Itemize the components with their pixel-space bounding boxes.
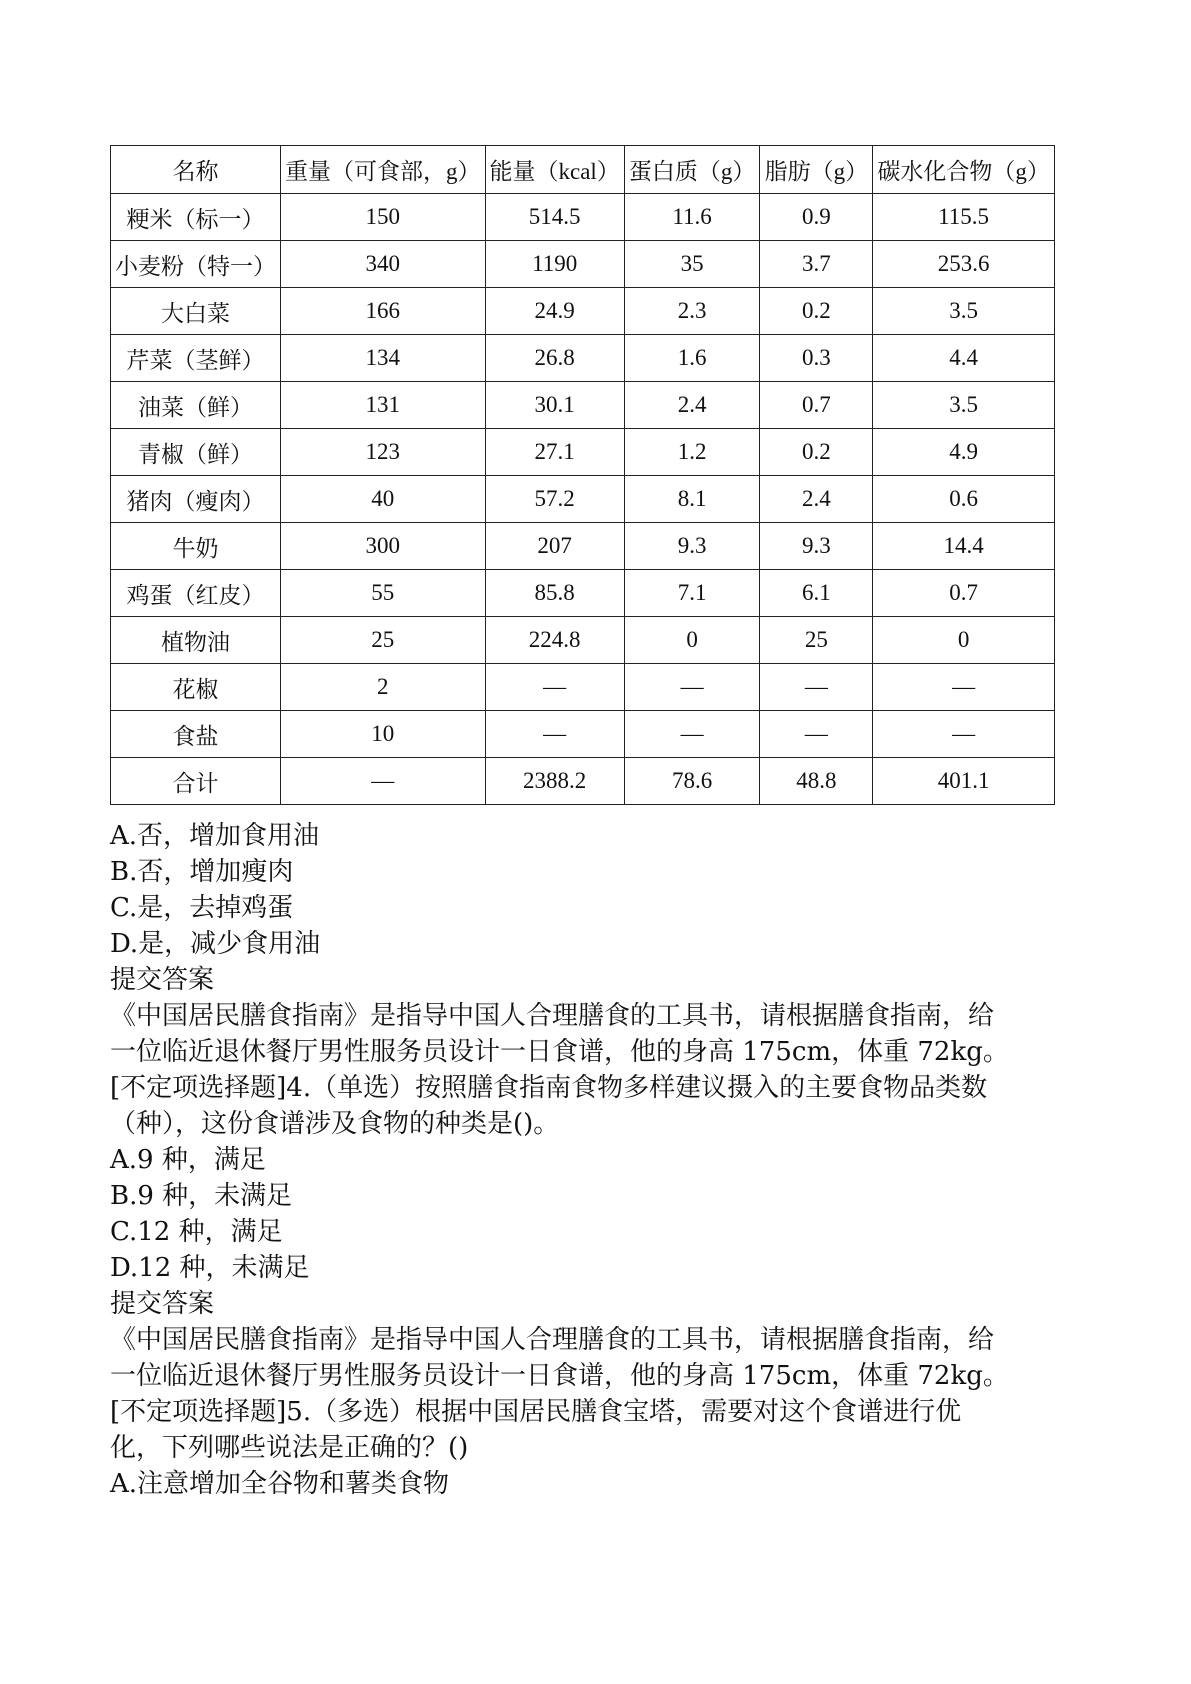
table-cell: 85.8	[485, 570, 624, 617]
table-cell: 25	[760, 617, 873, 664]
table-cell: 猪肉（瘦肉）	[111, 476, 281, 523]
table-cell: —	[624, 664, 760, 711]
table-cell: 4.4	[873, 335, 1055, 382]
table-cell: —	[485, 664, 624, 711]
question-stem: [不定项选择题]4.（单选）按照膳食指南食物多样建议摄入的主要食物品类数	[110, 1073, 988, 1103]
table-cell: 0.3	[760, 335, 873, 382]
question-stem: [不定项选择题]5.（多选）根据中国居民膳食宝塔，需要对这个食谱进行优	[110, 1397, 962, 1427]
table-cell: 150	[281, 194, 486, 241]
table-cell: 9.3	[760, 523, 873, 570]
table-cell: 0	[873, 617, 1055, 664]
intro-text: 《中国居民膳食指南》是指导中国人合理膳食的工具书，请根据膳食指南，给	[110, 1001, 995, 1031]
table-cell: 3.7	[760, 241, 873, 288]
table-cell: 514.5	[485, 194, 624, 241]
table-row	[111, 711, 1055, 758]
table-cell: 2	[281, 664, 486, 711]
table-cell: 134	[281, 335, 486, 382]
table-row	[111, 241, 1055, 288]
table-cell: 131	[281, 382, 486, 429]
table-row	[111, 335, 1055, 382]
submit-answer-link[interactable]: 提交答案	[110, 1289, 215, 1319]
table-row	[111, 429, 1055, 476]
table-cell: 1.2	[624, 429, 760, 476]
table-cell: 大白菜	[111, 288, 281, 335]
table-cell: 植物油	[111, 617, 281, 664]
table-cell: 401.1	[873, 758, 1055, 805]
intro-text: 一位临近退休餐厅男性服务员设计一日食谱，他的身高 175cm，体重 72kg。	[110, 1361, 1009, 1391]
table-cell: 0.6	[873, 476, 1055, 523]
intro-text: 《中国居民膳食指南》是指导中国人合理膳食的工具书，请根据膳食指南，给	[110, 1325, 995, 1355]
table-cell: —	[873, 711, 1055, 758]
table-cell: 55	[281, 570, 486, 617]
option-a[interactable]: A.注意增加全谷物和薯类食物	[110, 1469, 450, 1499]
table-cell: 鸡蛋（红皮）	[111, 570, 281, 617]
table-cell: 115.5	[873, 194, 1055, 241]
table-cell: 30.1	[485, 382, 624, 429]
table-cell: 57.2	[485, 476, 624, 523]
table-cell: 6.1	[760, 570, 873, 617]
table-cell: 40	[281, 476, 486, 523]
intro-text: 一位临近退休餐厅男性服务员设计一日食谱，他的身高 175cm，体重 72kg。	[110, 1037, 1009, 1067]
table-cell: 0.9	[760, 194, 873, 241]
table-cell: —	[760, 664, 873, 711]
table-cell: 2388.2	[485, 758, 624, 805]
table-cell: 青椒（鲜）	[111, 429, 281, 476]
table-header-cell: 蛋白质（g）	[624, 146, 760, 194]
table-header-cell: 脂肪（g）	[760, 146, 873, 194]
table-cell: 食盐	[111, 711, 281, 758]
table-cell: —	[281, 758, 486, 805]
table-cell: 10	[281, 711, 486, 758]
table-row	[111, 617, 1055, 664]
table-cell: 11.6	[624, 194, 760, 241]
option-b[interactable]: B.否，增加瘦肉	[110, 857, 294, 887]
table-cell: —	[873, 664, 1055, 711]
table-row	[111, 194, 1055, 241]
table-header-cell: 能量（kcal）	[485, 146, 624, 194]
table-cell: 1190	[485, 241, 624, 288]
table-total-row	[111, 758, 1055, 805]
option-a[interactable]: A.否，增加食用油	[110, 821, 320, 851]
table-cell: 4.9	[873, 429, 1055, 476]
table-cell: 小麦粉（特一）	[111, 241, 281, 288]
table-cell: 0.2	[760, 288, 873, 335]
table-cell: 花椒	[111, 664, 281, 711]
table-cell: 2.3	[624, 288, 760, 335]
table-header-cell: 重量（可食部，g）	[281, 146, 486, 194]
table-cell: —	[624, 711, 760, 758]
table-cell: 0.7	[760, 382, 873, 429]
table-row	[111, 664, 1055, 711]
submit-answer-link[interactable]: 提交答案	[110, 965, 215, 995]
table-cell: 8.1	[624, 476, 760, 523]
table-header-cell: 名称	[111, 146, 281, 194]
table-cell: —	[485, 711, 624, 758]
question-stem: 化，下列哪些说法是正确的？()	[110, 1433, 469, 1463]
option-d[interactable]: D.是，减少食用油	[110, 929, 321, 959]
table-row	[111, 523, 1055, 570]
table-cell: 24.9	[485, 288, 624, 335]
table-cell: 14.4	[873, 523, 1055, 570]
table-cell: 123	[281, 429, 486, 476]
table-cell: 粳米（标一）	[111, 194, 281, 241]
table-cell: 27.1	[485, 429, 624, 476]
nutrition-table	[110, 145, 1055, 805]
table-cell: 207	[485, 523, 624, 570]
table-cell: 合计	[111, 758, 281, 805]
table-cell: 78.6	[624, 758, 760, 805]
table-cell: 牛奶	[111, 523, 281, 570]
table-cell: 油菜（鲜）	[111, 382, 281, 429]
table-cell: 340	[281, 241, 486, 288]
table-cell: 0	[624, 617, 760, 664]
table-cell: 芹菜（茎鲜）	[111, 335, 281, 382]
table-cell: 26.8	[485, 335, 624, 382]
question-text-block	[110, 818, 1070, 1502]
table-header-cell: 碳水化合物（g）	[873, 146, 1055, 194]
table-cell: 0.2	[760, 429, 873, 476]
table-row	[111, 382, 1055, 429]
table-cell: 48.8	[760, 758, 873, 805]
table-cell: 7.1	[624, 570, 760, 617]
table-cell: 253.6	[873, 241, 1055, 288]
table-cell: 25	[281, 617, 486, 664]
option-c[interactable]: C.12 种，满足	[110, 1217, 283, 1247]
table-cell: 224.8	[485, 617, 624, 664]
table-cell: 0.7	[873, 570, 1055, 617]
table-cell: 2.4	[624, 382, 760, 429]
table-cell: 3.5	[873, 288, 1055, 335]
table-cell: 300	[281, 523, 486, 570]
table-row	[111, 288, 1055, 335]
option-a[interactable]: A.9 种，满足	[110, 1145, 266, 1175]
table-cell: 3.5	[873, 382, 1055, 429]
table-row	[111, 570, 1055, 617]
table-cell: 1.6	[624, 335, 760, 382]
table-cell: 2.4	[760, 476, 873, 523]
table-body	[111, 194, 1055, 805]
table-cell: 35	[624, 241, 760, 288]
table-row	[111, 476, 1055, 523]
option-d[interactable]: D.12 种，未满足	[110, 1253, 310, 1283]
option-c[interactable]: C.是，去掉鸡蛋	[110, 893, 294, 923]
table-cell: 166	[281, 288, 486, 335]
option-b[interactable]: B.9 种，未满足	[110, 1181, 293, 1211]
table-cell: —	[760, 711, 873, 758]
question-stem: （种），这份食谱涉及食物的种类是()。	[110, 1109, 560, 1139]
table-header-row	[111, 146, 1055, 194]
table-cell: 9.3	[624, 523, 760, 570]
